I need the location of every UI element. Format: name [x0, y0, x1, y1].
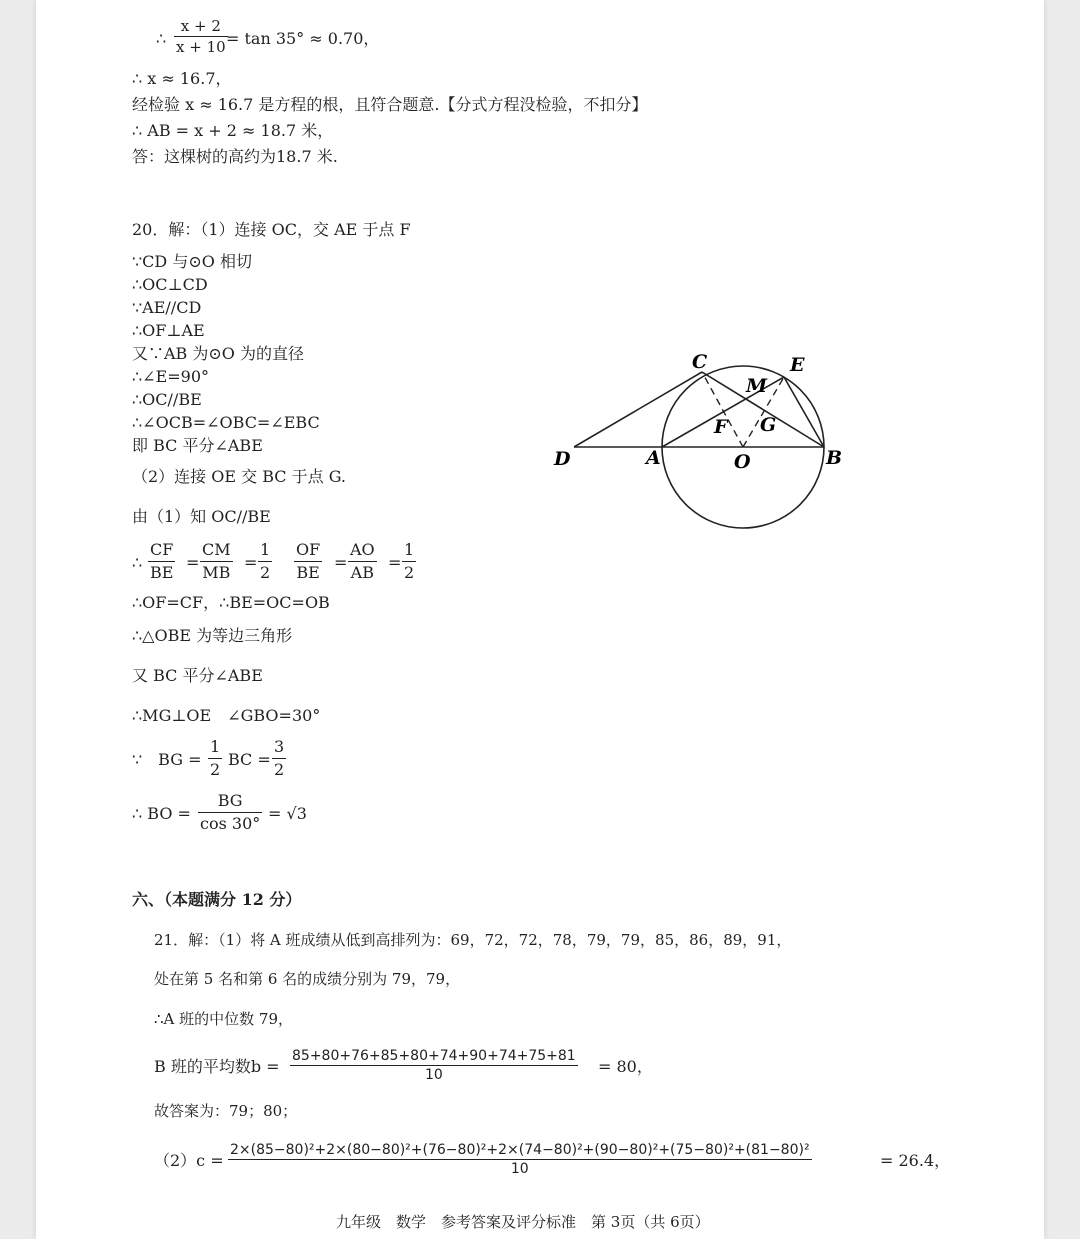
- variance-prefix: （2）c =: [154, 1151, 224, 1170]
- solution-answer: 答：这棵树的高约为18.7 米.: [132, 147, 338, 166]
- page-footer: 九年级 数学 参考答案及评分标准 第 3页（共 6页）: [336, 1213, 710, 1231]
- label-f: F: [714, 416, 728, 438]
- tan-equation-fraction: $\frac{x + 2}{x + 10}$: [176, 17, 226, 56]
- solution-line-check: 经检验 x ≈ 16.7 是方程的根，且符合题意.【分式方程没检验，不扣分】: [132, 95, 648, 114]
- bg-prefix: ∵ BG =: [132, 750, 202, 769]
- label-a: A: [646, 447, 661, 469]
- q20-known: 由（1）知 OC//BE: [132, 507, 271, 526]
- q20-step-7: ∴OC//BE: [132, 390, 202, 409]
- label-g: G: [760, 414, 777, 436]
- label-c: C: [692, 351, 708, 373]
- label-d: D: [554, 448, 571, 470]
- equals-sign: =: [244, 553, 258, 572]
- equals-sign: =: [388, 553, 402, 572]
- bg-mid: BC =: [228, 750, 271, 769]
- equals-sign: =: [334, 553, 348, 572]
- ratio-half: $\frac{1}{2}$: [260, 540, 271, 582]
- solution-line-x: ∴ x ≈ 16.7，: [132, 69, 232, 88]
- ratio-cm-mb: $\frac{CM}{MB}$: [202, 540, 231, 582]
- document-page: [36, 0, 1044, 1239]
- q20-line-of-cf: ∴OF=CF，∴BE=OC=OB: [132, 593, 330, 612]
- q20-line-perp: ∴MG⊥OE ∠GBO=30°: [132, 706, 321, 725]
- ratio-cf-be: $\frac{CF}{BE}$: [150, 540, 174, 582]
- bg-half-fraction: $\frac{1}{2}$: [210, 737, 221, 779]
- line-eb: [784, 377, 824, 447]
- q20-step-4: ∴OF⊥AE: [132, 321, 205, 340]
- ratio-ao-ab: $\frac{AO}{AB}$: [350, 540, 375, 582]
- label-o: O: [734, 451, 751, 473]
- mean-fraction: $\frac{85+80+76+85+80+74+90+74+75+81}{10}$: [292, 1048, 576, 1083]
- bo-rhs: = √3: [268, 804, 307, 823]
- label-e: E: [790, 354, 805, 376]
- q21-line-1: 21．解：（1）将 A 班成绩从低到高排列为：69，72，72，78，79，79，85，86，89，91，: [154, 931, 792, 949]
- q20-step-6: ∴∠E=90°: [132, 367, 210, 386]
- q20-title: 20．解：（1）连接 OC，交 AE 于点 F: [132, 220, 411, 239]
- q20-line-equilateral: ∴△OBE 为等边三角形: [132, 626, 293, 645]
- q20-step-3: ∵AE//CD: [132, 298, 202, 317]
- geometry-figure: [546, 340, 866, 540]
- equals-sign: =: [186, 553, 200, 572]
- q20-step-1: ∵CD 与⊙O 相切: [132, 252, 252, 271]
- solution-line-ab: ∴ AB = x + 2 ≈ 18.7 米，: [132, 121, 334, 140]
- q20-step-5: 又∵AB 为⊙O 为的直径: [132, 344, 305, 363]
- label-b: B: [826, 447, 843, 469]
- q20-step-2: ∴OC⊥CD: [132, 275, 208, 294]
- q20-step-9: 即 BC 平分∠ABE: [132, 436, 263, 455]
- tan-equation-rhs: = tan 35° ≈ 0.70，: [226, 29, 380, 48]
- variance-rhs: = 26.4，: [880, 1151, 951, 1170]
- bo-prefix: ∴ BO =: [132, 804, 191, 823]
- q20-line-bisect: 又 BC 平分∠ABE: [132, 666, 263, 685]
- q21-answer: 故答案为：79；80；: [154, 1102, 298, 1120]
- q21-line-3: ∴A 班的中位数 79，: [154, 1010, 293, 1028]
- ratio-of-be: $\frac{OF}{BE}$: [296, 540, 321, 582]
- therefore-symbol: ∴: [132, 553, 143, 572]
- q20-step-8: ∴∠OCB=∠OBC=∠EBC: [132, 413, 320, 432]
- label-m: M: [746, 375, 768, 397]
- q20-part2: （2）连接 OE 交 BC 于点 G.: [132, 467, 347, 486]
- mean-rhs: = 80，: [598, 1057, 653, 1076]
- bo-fraction: $\frac{BG}{\cos 30^\circ}$: [200, 791, 261, 833]
- q21-line-2: 处在第 5 名和第 6 名的成绩分别为 79，79，: [154, 970, 461, 988]
- bg-value-fraction: $\frac{3}{2}$: [274, 737, 285, 779]
- section-6-title: 六、（本题满分 12 分）: [132, 890, 302, 909]
- variance-fraction: 2×(85−80)²+2×(80−80)²+(76−80)²+2×(74−80)²+(90−80)²+(75−80)²+(81−80)² 10: [230, 1142, 810, 1177]
- mean-prefix: B 班的平均数b =: [154, 1057, 280, 1076]
- ratio-half: $\frac{1}{2}$: [404, 540, 415, 582]
- therefore-symbol: ∴: [156, 29, 167, 48]
